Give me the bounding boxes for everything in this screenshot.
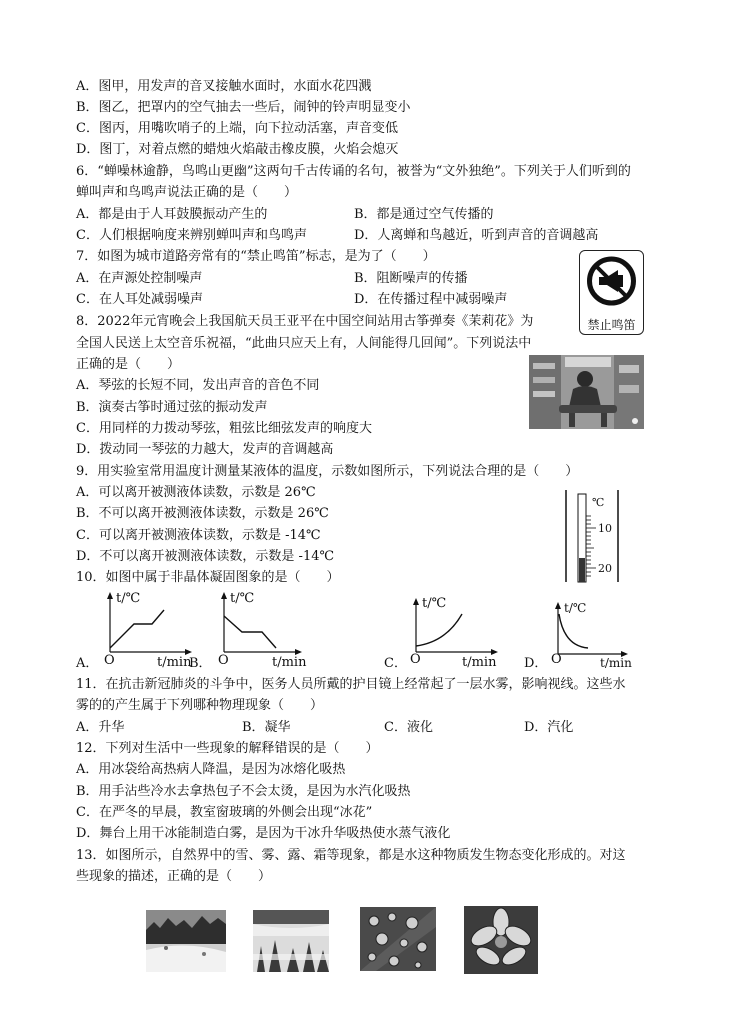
graph-d-letter: D． [524, 656, 548, 671]
q7-stem: 7．如图为城市道路旁常有的“禁止鸣笛”标志，是为了（ ） [76, 249, 436, 264]
q5-option-d: D．图丁，对着点燃的蜡烛火焰敲击橡皮膜，火焰会熄灭 [76, 142, 399, 157]
graph-a-x-label: t/min [157, 655, 192, 670]
q8-option-b: B．演奏古筝时通过弦的振动发声 [76, 400, 268, 415]
q11-option-d: D．汽化 [524, 720, 574, 735]
graph-c-x-label: t/min [462, 655, 497, 670]
graph-a-origin: O [104, 653, 115, 668]
thermometer-tick-20: 20 [598, 562, 612, 575]
no-horn-sign [579, 250, 644, 335]
graph-c-letter: C． [384, 656, 407, 671]
q6-stem-line1: 6．“蝉噪林逾静，鸟鸣山更幽”这两句千古传诵的名句，被誉为“文外独绝”。下列关于人们听到的 [76, 164, 631, 179]
thermometer-unit: ℃ [592, 496, 605, 509]
q12-option-d: D．舞台上用干冰能制造白雾，是因为干冰升华吸热使水蒸气液化 [76, 826, 451, 841]
graph-d-y-label: t/℃ [564, 601, 587, 615]
q7-option-a: A．在声源处控制噪声 [76, 271, 203, 286]
thermometer-tick-10: 10 [598, 522, 612, 535]
q11-option-a: A．升华 [76, 720, 125, 735]
dew-photo [360, 907, 436, 971]
graph-b-y-label: t/℃ [230, 591, 255, 606]
q5-option-a: A．图甲，用发声的音叉接触水面时，水面水花四溅 [76, 79, 372, 94]
q6-option-b: B．都是通过空气传播的 [354, 207, 494, 222]
no-horn-sign-label: 禁止鸣笛 [587, 318, 636, 332]
graph-b [214, 590, 302, 662]
q9-option-d: D．不可以离开被测液体读数，示数是 -14℃ [76, 549, 335, 564]
q6-option-d: D．人离蝉和鸟越近，听到声音的音调越高 [354, 228, 599, 243]
q8-stem-line3: 正确的是（ ） [76, 357, 181, 372]
q6-option-a: A．都是由于人耳鼓膜振动产生的 [76, 207, 268, 222]
q8-option-a: A．琴弦的长短不同，发出声音的音色不同 [76, 378, 320, 393]
fog-photo [253, 910, 329, 972]
q11-option-b: B．凝华 [242, 720, 291, 735]
q7-option-d: D．在传播过程中减弱噪声 [354, 292, 508, 307]
q7-option-c: C．在人耳处减弱噪声 [76, 292, 203, 307]
q6-option-c: C．人们根据响度来辨别蝉叫声和鸟鸣声 [76, 228, 307, 243]
q5-option-b: B．图乙，把罩内的空气抽去一些后，闹钟的铃声明显变小 [76, 100, 411, 115]
graph-a-letter: A． [76, 656, 99, 671]
snow-photo [146, 910, 226, 972]
graph-c-y-label: t/℃ [422, 596, 447, 611]
q8-option-d: D．拨动同一琴弦的力越大，发声的音调越高 [76, 442, 334, 457]
q10-stem: 10．如图中属于非晶体凝固图象的是（ ） [76, 570, 340, 585]
q12-option-b: B．用手沾些冷水去拿热包子不会太烫，是因为水汽化吸热 [76, 784, 411, 799]
graph-a-y-label: t/℃ [116, 591, 141, 606]
q8-stem-line2: 全国人民送上太空音乐祝福，“此曲只应天上有，人间能得几回闻”。下列说法中 [76, 336, 532, 351]
q7-option-b: B．阻断噪声的传播 [354, 271, 468, 286]
q8-option-c: C．用同样的力拨动琴弦，粗弦比细弦发声的响度大 [76, 421, 372, 436]
thermometer [562, 488, 622, 584]
graph-b-x-label: t/min [272, 655, 307, 670]
space-station-photo [529, 355, 644, 429]
q11-option-c: C．液化 [384, 720, 433, 735]
q11-stem-line1: 11．在抗击新冠肺炎的斗争中，医务人员所戴的护目镜上经常起了一层水雾，影响视线。这些水 [76, 677, 626, 692]
q5-option-c: C．图丙，用嘴吹哨子的上端，向下拉动活塞，声音变低 [76, 121, 398, 136]
q11-stem-line2: 雾的的产生属于下列哪种物理现象（ ） [76, 698, 324, 713]
q13-stem-line2: 些现象的描述，正确的是（ ） [76, 869, 272, 884]
q13-stem-line1: 13．如图所示，自然界中的雪、雾、露、霜等现象，都是水这种物质发生物态变化形成的。对这 [76, 848, 626, 863]
graph-d-origin: O [551, 652, 562, 667]
graph-c-origin: O [410, 652, 421, 667]
q6-stem-line2: 蝉叫声和鸟鸣声说法正确的是（ ） [76, 185, 298, 200]
q12-option-a: A．用冰袋给高热病人降温，是因为冰熔化吸热 [76, 762, 346, 777]
q12-stem: 12．下列对生活中一些现象的解释错误的是（ ） [76, 741, 379, 756]
q9-option-c: C．可以离开被测液体读数，示数是 -14℃ [76, 528, 321, 543]
graph-b-letter: B． [189, 656, 212, 671]
no-horn-icon [580, 251, 643, 313]
graph-a [100, 590, 192, 662]
q8-stem-line1: 8．2022年元宵晚会上我国航天员王亚平在中国空间站用古筝弹奏《茉莉花》为 [76, 314, 534, 329]
q9-stem: 9．用实验室常用温度计测量某液体的温度，示数如图所示，下列说法合理的是（ ） [76, 464, 579, 479]
q12-option-c: C．在严冬的早晨，教室窗玻璃的外侧会出现“冰花” [76, 805, 373, 820]
q9-option-a: A．可以离开被测液体读数，示数是 26℃ [76, 485, 316, 500]
graph-d-x-label: t/min [600, 656, 632, 670]
graph-b-origin: O [218, 653, 229, 668]
q9-option-b: B．不可以离开被测液体读数，示数是 26℃ [76, 506, 329, 521]
frost-photo [464, 906, 538, 974]
